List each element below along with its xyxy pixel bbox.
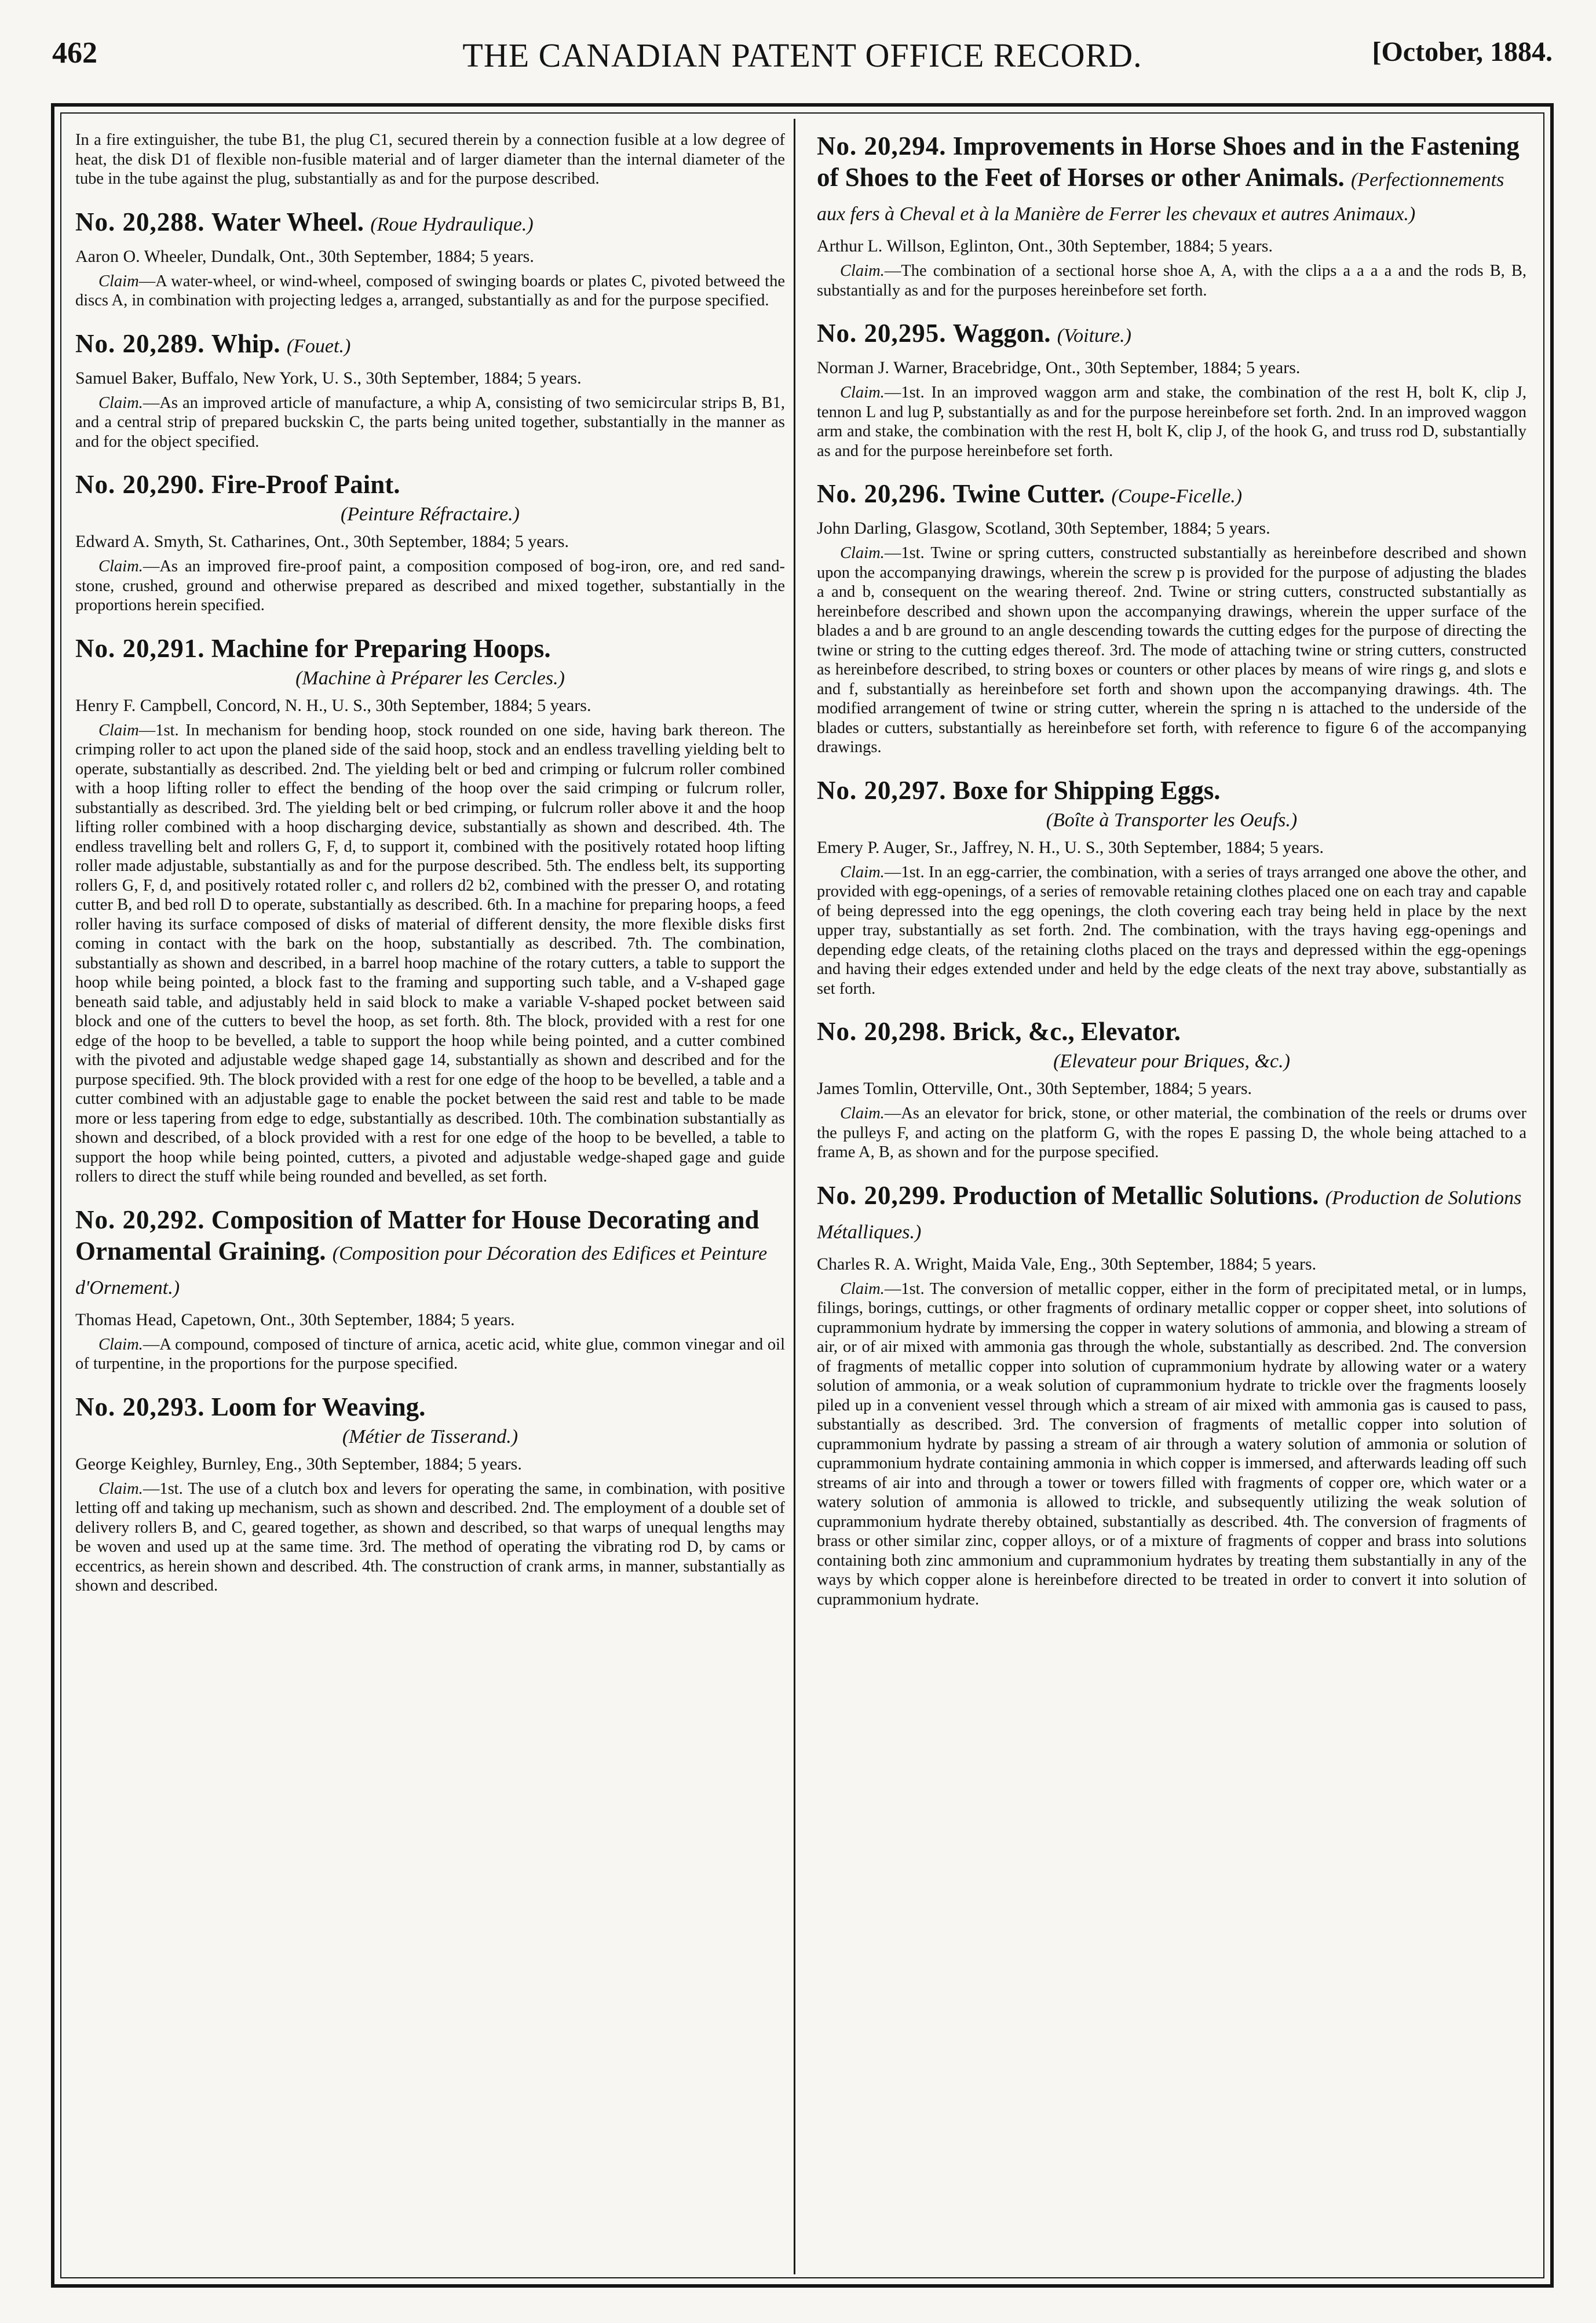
column-divider xyxy=(794,119,795,2274)
patent-applicant: Samuel Baker, Buffalo, New York, U. S., 30th September, 1884; 5 years. xyxy=(75,368,582,388)
patent-claim xyxy=(75,721,785,1187)
claim-text: —A compound, composed of tincture of arnica, acetic acid, white glue, common vinegar and oil of turpentine, in the proportions for the purpose specified. xyxy=(75,1335,785,1373)
patent-title: Waggon. xyxy=(952,319,1051,348)
entry-heading xyxy=(817,478,1526,512)
patent-entry-20297 xyxy=(817,775,1526,999)
patent-entry-20289 xyxy=(75,328,785,452)
patent-entry-20293 xyxy=(75,1391,785,1596)
patent-entry-20291 xyxy=(75,633,785,1187)
claim-label: Claim xyxy=(98,721,139,739)
patent-applicant: Edward A. Smyth, St. Catharines, Ont., 30th September, 1884; 5 years. xyxy=(75,532,569,551)
patent-number: No. 20,291. xyxy=(75,633,205,663)
claim-label: Claim xyxy=(98,272,139,290)
patent-claim xyxy=(817,383,1526,461)
claim-label: Claim. xyxy=(98,557,143,575)
patent-claim xyxy=(817,863,1526,999)
patent-applicant: Charles R. A. Wright, Maida Vale, Eng., 30th September, 1884; 5 years. xyxy=(817,1254,1317,1274)
claim-label: Claim. xyxy=(98,393,143,412)
entry-heading xyxy=(75,633,785,664)
patent-entry-20296 xyxy=(817,478,1526,757)
patent-number: No. 20,294. xyxy=(817,132,947,161)
journal-title: THE CANADIAN PATENT OFFICE RECORD. xyxy=(462,37,1142,74)
patent-claim xyxy=(817,261,1526,300)
patent-title: Water Wheel. xyxy=(211,207,364,236)
entry-heading xyxy=(817,1180,1526,1248)
patent-applicant: Thomas Head, Capetown, Ont., 30th September, 1884; 5 years. xyxy=(75,1310,515,1329)
patent-applicant: John Darling, Glasgow, Scotland, 30th September, 1884; 5 years. xyxy=(817,519,1270,538)
claim-label: Claim. xyxy=(840,1279,885,1298)
patent-number: No. 20,288. xyxy=(75,207,205,236)
continued-claim-text: In a fire extinguisher, the tube B1, the plug C1, secured therein by a connection fusible at a low degree of heat, the disk D1 of flexible non-fusible material and of larger diameter than the internal diameter of the tube in the tube against the plug, substantially as and for the purpose described. xyxy=(75,131,785,188)
claim-text: —A water-wheel, or wind-wheel, composed of swinging boards or plates C, pivoted betweed the discs A, in combination with projecting ledges a, arranged, substantially as and for the purpose specified. xyxy=(75,272,785,309)
patent-title: Composition of Matter for House Decorating and Ornamental Graining. xyxy=(75,1205,759,1266)
patent-title: Twine Cutter. xyxy=(952,479,1105,508)
patent-entry-20288 xyxy=(75,206,785,311)
page-header xyxy=(52,36,1553,82)
claim-label: Claim. xyxy=(840,262,885,280)
patent-title: Brick, &c., Elevator. xyxy=(952,1017,1181,1046)
patent-title: Production of Metallic Solutions. xyxy=(952,1180,1319,1210)
patent-claim xyxy=(75,1479,785,1596)
entry-heading xyxy=(817,130,1526,230)
patent-applicant: Henry F. Campbell, Concord, N. H., U. S., 30th September, 1884; 5 years. xyxy=(75,695,591,715)
claim-text: —As an elevator for brick, stone, or other material, the combination of the reels or drums over the pulleys F, and acting on the platform G, with the ropes E passing D, the whole being attached to a frame A, B, as shown and for the purpose specified. xyxy=(817,1104,1526,1161)
claim-label: Claim. xyxy=(98,1479,143,1498)
claim-text: —1st. The use of a clutch box and levers for operating the same, in combination, with positive letting off and taking up mechanism, such as shown and described. 2nd. The employment of a double set of delivery rollers B, and C, geared together, as shown and described, so that warps of unequal lengths may be woven and used up at the same time. 3rd. The method of operating the vibrating rod D, by cams or eccentrics, as herein shown and described. 4th. The construction of crank arms, in manner, substantially as shown and described. xyxy=(75,1479,785,1595)
claim-label: Claim. xyxy=(840,1104,885,1122)
patent-applicant: James Tomlin, Otterville, Ont., 30th September, 1884; 5 years. xyxy=(817,1079,1252,1098)
patent-number: No. 20,296. xyxy=(817,479,947,508)
patent-french-title: (Elevateur pour Briques, &c.) xyxy=(1053,1051,1290,1072)
patent-claim xyxy=(817,1104,1526,1162)
claim-text: —1st. The conversion of metallic copper, either in the form of precipitated metal, or in lumps, filings, borings, cuttings, or other fragments of ordinary metallic copper or copper sheet, into solutions of cuprammonium hydrate by immersing the copper in watery solutions of ammonia, and blowing a stream of air, or of air mixed with ammonia gas through the whole, substantially as described. 2nd. The conversion of fragments of metallic copper into solution of cuprammonium hydrate by allowing water or a watery solution of ammonia, or a weak solution of cuprammonium hydrate to trickle over the fragments loosely piled up in a convenient vessel through which a stream of air mixed with ammonia gas is caused to pass, substantially as described. 3rd. The conversion of fragments of metallic copper into solution of cuprammonium hydrate by passing a stream of air through a watery solution of ammonia or solution of cuprammonium hydrate containing ammonia in which copper is immersed, and afterwards leading off such streams of air into and through a tower or towers filled with fragments of copper ore, which water or a watery solution of ammonia is allowed to trickle, and subsequently utilizing the weak solution of cuprammonium hydrate thereby obtained, substantially as described. 4th. The conversion of fragments of brass or other similar zinc, copper alloys, or of a mixture of fragments of copper and brass into solutions containing both zinc ammonium and cuprammonium hydrates by treating them substantially in any of the ways by which copper alone is hereinbefore directed to be treated in order to convert it into solution of cuprammonium hydrate. xyxy=(817,1279,1526,1609)
patent-french-title: (Boîte à Transporter les Oeufs.) xyxy=(1046,809,1298,831)
patent-applicant: George Keighley, Burnley, Eng., 30th September, 1884; 5 years. xyxy=(75,1454,522,1474)
claim-label: Claim. xyxy=(98,1335,143,1354)
patent-number: No. 20,293. xyxy=(75,1392,205,1421)
patent-french-title: (Fouet.) xyxy=(286,335,351,357)
claim-text: —1st. In mechanism for bending hoop, stock rounded on one side, having bark thereon. The crimping roller to act upon the planed side of the said hoop, stock and an endless travelling yielding belt to operate, substantially as described. 2nd. The yielding belt or bed and crimping or fulcrum roller combined with a hoop lifting roller to effect the bending of the hoop over the said crimping or fulcrum roller, substantially as described. 3rd. The yielding belt or bed crimping, or fulcrum roller above it and the hoop lifting roller combined with a hoop discharging device, substantially as shown and described. 4th. The endless travelling belt and rollers G, F, d, to support it, combined with the positively rotated hoop lifting roller made adjustable, substantially as and for the purpose described. 5th. The endless belt, its supporting rollers G, F, d, and positively rotated roller c, and rollers d2 b2, combined with the presser O, and rotating cutter B, and bed roll D to operate, substantially as described. 6th. In a machine for preparing hoops, a feed roller having its surface composed of disks of material of different density, the more flexible disks first coming in contact with the bark on the hoop, substantially as described. 7th. The combination, substantially as shown and described, in a barrel hoop machine of the rotary cutters, a table to support the hoop while being pointed, a block fast to the framing and supporting such table, and a V-shaped gage beneath said table, and adjustably held in said block to make a variable V-shaped pocket between said block and one of the cutters to bevel the hoop, as set forth. 8th. The block, provided with a rest for one edge of the hoop to be bevelled, a table to support the hoop while being pointed, and a cutter combined with the pivoted and adjustable wedge shaped gage 14, substantially as shown and described and for the purpose specified. 9th. The block provided with a rest for one edge of the hoop to be bevelled, a table and a cutter combined with an adjustable gage to enable the pocket between the said rest and table to be made more or less tapering from edge to edge, substantially as described. 10th. The combination substantially as shown and described, of a block provided with a rest for one edge of the hoop to be bevelled, a table to support the hoop while being pointed, cutters, a pivoted and adjustable wedge-shaped gage and guide rollers to direct the stuff while being rounded and bevelled, as set forth. xyxy=(75,721,785,1186)
entry-heading xyxy=(817,318,1526,352)
entry-heading xyxy=(75,206,785,240)
claim-text: —The combination of a sectional horse shoe A, A, with the clips a a a a and the rods B, B, substantially as and for the purposes hereinbefore set forth. xyxy=(817,262,1526,300)
patent-claim xyxy=(75,393,785,452)
patent-french-title: (Peinture Réfractaire.) xyxy=(340,504,520,525)
entry-heading xyxy=(75,1391,785,1423)
patent-applicant: Aaron O. Wheeler, Dundalk, Ont., 30th September, 1884; 5 years. xyxy=(75,246,534,266)
patent-entry-20298 xyxy=(817,1016,1526,1162)
patent-claim xyxy=(817,1279,1526,1610)
patent-entry-20295 xyxy=(817,318,1526,461)
patent-french-title: (Coupe-Ficelle.) xyxy=(1111,486,1243,507)
claim-text: —1st. Twine or spring cutters, constructed substantially as hereinbefore described and shown upon the accompanying drawings, wherein the screw p is provided for the purpose of adjusting the blades a and b, consequent on the wearing thereof. 2nd. Twine or string cutters, constructed substantially as hereinbefore described and shown upon the accompanying drawings, wherein the upper surface of the blades a and b are ground to an angle descending towards the cutting edges for the purpose of directing the twine or string to the cutting edges thereof. 3rd. The mode of attaching twine or string cutters, constructed as hereinbefore described, to string boxes or counters or other places by means of wire rings g, and slots e and f, substantially as hereinbefore set forth and shown upon the accompanying drawings. 4th. The modified arrangement of twine or string cutter, wherein the spring n is attached to the underside of the blades or cutters, substantially as hereinbefore set forth, with reference to figure 6 of the accompanying drawings. xyxy=(817,544,1526,756)
patent-entry-20290 xyxy=(75,469,785,615)
entry-heading xyxy=(75,1204,785,1304)
patent-claim xyxy=(75,1335,785,1374)
patent-claim xyxy=(75,557,785,615)
patent-title: Whip. xyxy=(211,329,280,358)
patent-entry-20299 xyxy=(817,1180,1526,1610)
patent-number: No. 20,297. xyxy=(817,775,947,805)
patent-french-title: (Composition pour Décoration des Edifices et Peinture d'Ornement.) xyxy=(75,1242,768,1299)
patent-french-title: (Voiture.) xyxy=(1057,325,1131,347)
patent-number: No. 20,292. xyxy=(75,1205,205,1234)
page-number: 462 xyxy=(52,37,97,70)
entry-heading xyxy=(817,1016,1526,1047)
patent-entry-20292 xyxy=(75,1204,785,1374)
patent-applicant: Emery P. Auger, Sr., Jaffrey, N. H., U. S., 30th September, 1884; 5 years. xyxy=(817,837,1324,857)
patent-number: No. 20,298. xyxy=(817,1017,947,1046)
patent-french-title: (Production de Solutions Métalliques.) xyxy=(817,1187,1522,1243)
patent-applicant: Norman J. Warner, Bracebridge, Ont., 30th September, 1884; 5 years. xyxy=(817,358,1301,377)
patent-number: No. 20,290. xyxy=(75,470,205,499)
patent-number: No. 20,295. xyxy=(817,319,947,348)
claim-label: Claim. xyxy=(840,863,885,881)
patent-claim xyxy=(75,272,785,311)
left-column xyxy=(75,130,785,2274)
patent-applicant: Arthur L. Willson, Eglinton, Ont., 30th September, 1884; 5 years. xyxy=(817,236,1273,256)
patent-number: No. 20,299. xyxy=(817,1180,947,1210)
entry-heading xyxy=(75,328,785,362)
claim-text: —As an improved article of manufacture, a whip A, consisting of two semicircular strips B, B1, and a central strip of prepared buckskin C, the parts being united together, substantially in the manner as and for the object specified. xyxy=(75,393,785,451)
patent-title: Improvements in Horse Shoes and in the Fastening of Shoes to the Feet of Horses or other Animals. xyxy=(817,132,1520,192)
claim-label: Claim. xyxy=(840,384,885,402)
entry-heading xyxy=(817,775,1526,806)
issue-date: [October, 1884. xyxy=(1372,37,1553,67)
patent-french-title: (Métier de Tisserand.) xyxy=(342,1425,518,1447)
patent-french-title: (Perfectionnements aux fers à Cheval et à la Manière de Ferrer les chevaux et autres Animaux.) xyxy=(817,169,1504,225)
patent-title: Boxe for Shipping Eggs. xyxy=(952,775,1221,805)
patent-french-title: (Roue Hydraulique.) xyxy=(370,213,534,235)
claim-text: —As an improved fire-proof paint, a composition composed of bog-iron, ore, and red sand-stone, crushed, ground and otherwise prepared as described and mixed together, substantially in the proportions herein specified. xyxy=(75,557,785,614)
patent-title: Fire-Proof Paint. xyxy=(211,470,400,499)
claim-label: Claim. xyxy=(840,544,885,562)
patent-entry-20294 xyxy=(817,130,1526,300)
right-column xyxy=(817,130,1526,2274)
entry-heading xyxy=(75,469,785,500)
patent-title: Loom for Weaving. xyxy=(211,1392,426,1421)
claim-text: —1st. In an improved waggon arm and stake, the combination of the rest H, bolt K, clip J, tennon L and lug P, substantially as and for the purpose hereinbefore set forth. 2nd. In an improved waggon arm and stake, the combination with the rest H, bolt K, clip J, of the hook G, and truss rod D, substantially as and for the purpose hereinbefore set forth. xyxy=(817,384,1526,460)
patent-french-title: (Machine à Préparer les Cercles.) xyxy=(295,667,565,689)
patent-claim xyxy=(817,544,1526,757)
patent-number: No. 20,289. xyxy=(75,329,205,358)
patent-title: Machine for Preparing Hoops. xyxy=(211,633,551,663)
claim-text: —1st. In an egg-carrier, the combination, with a series of trays arranged one above the other, and provided with egg-openings, of a series of removable retaining clothes placed one on each tray and capable of being depressed into the egg openings, the cloth covering each tray being held in place by the next upper tray, substantially as set forth. 2nd. The combination, with the trays having egg-openings and depending edge cleats, of the retaining cloths placed on the trays and depressed within the egg-openings and having their edges extended under and held by the edge cleats of the next tray above, substantially as set forth. xyxy=(817,863,1526,998)
